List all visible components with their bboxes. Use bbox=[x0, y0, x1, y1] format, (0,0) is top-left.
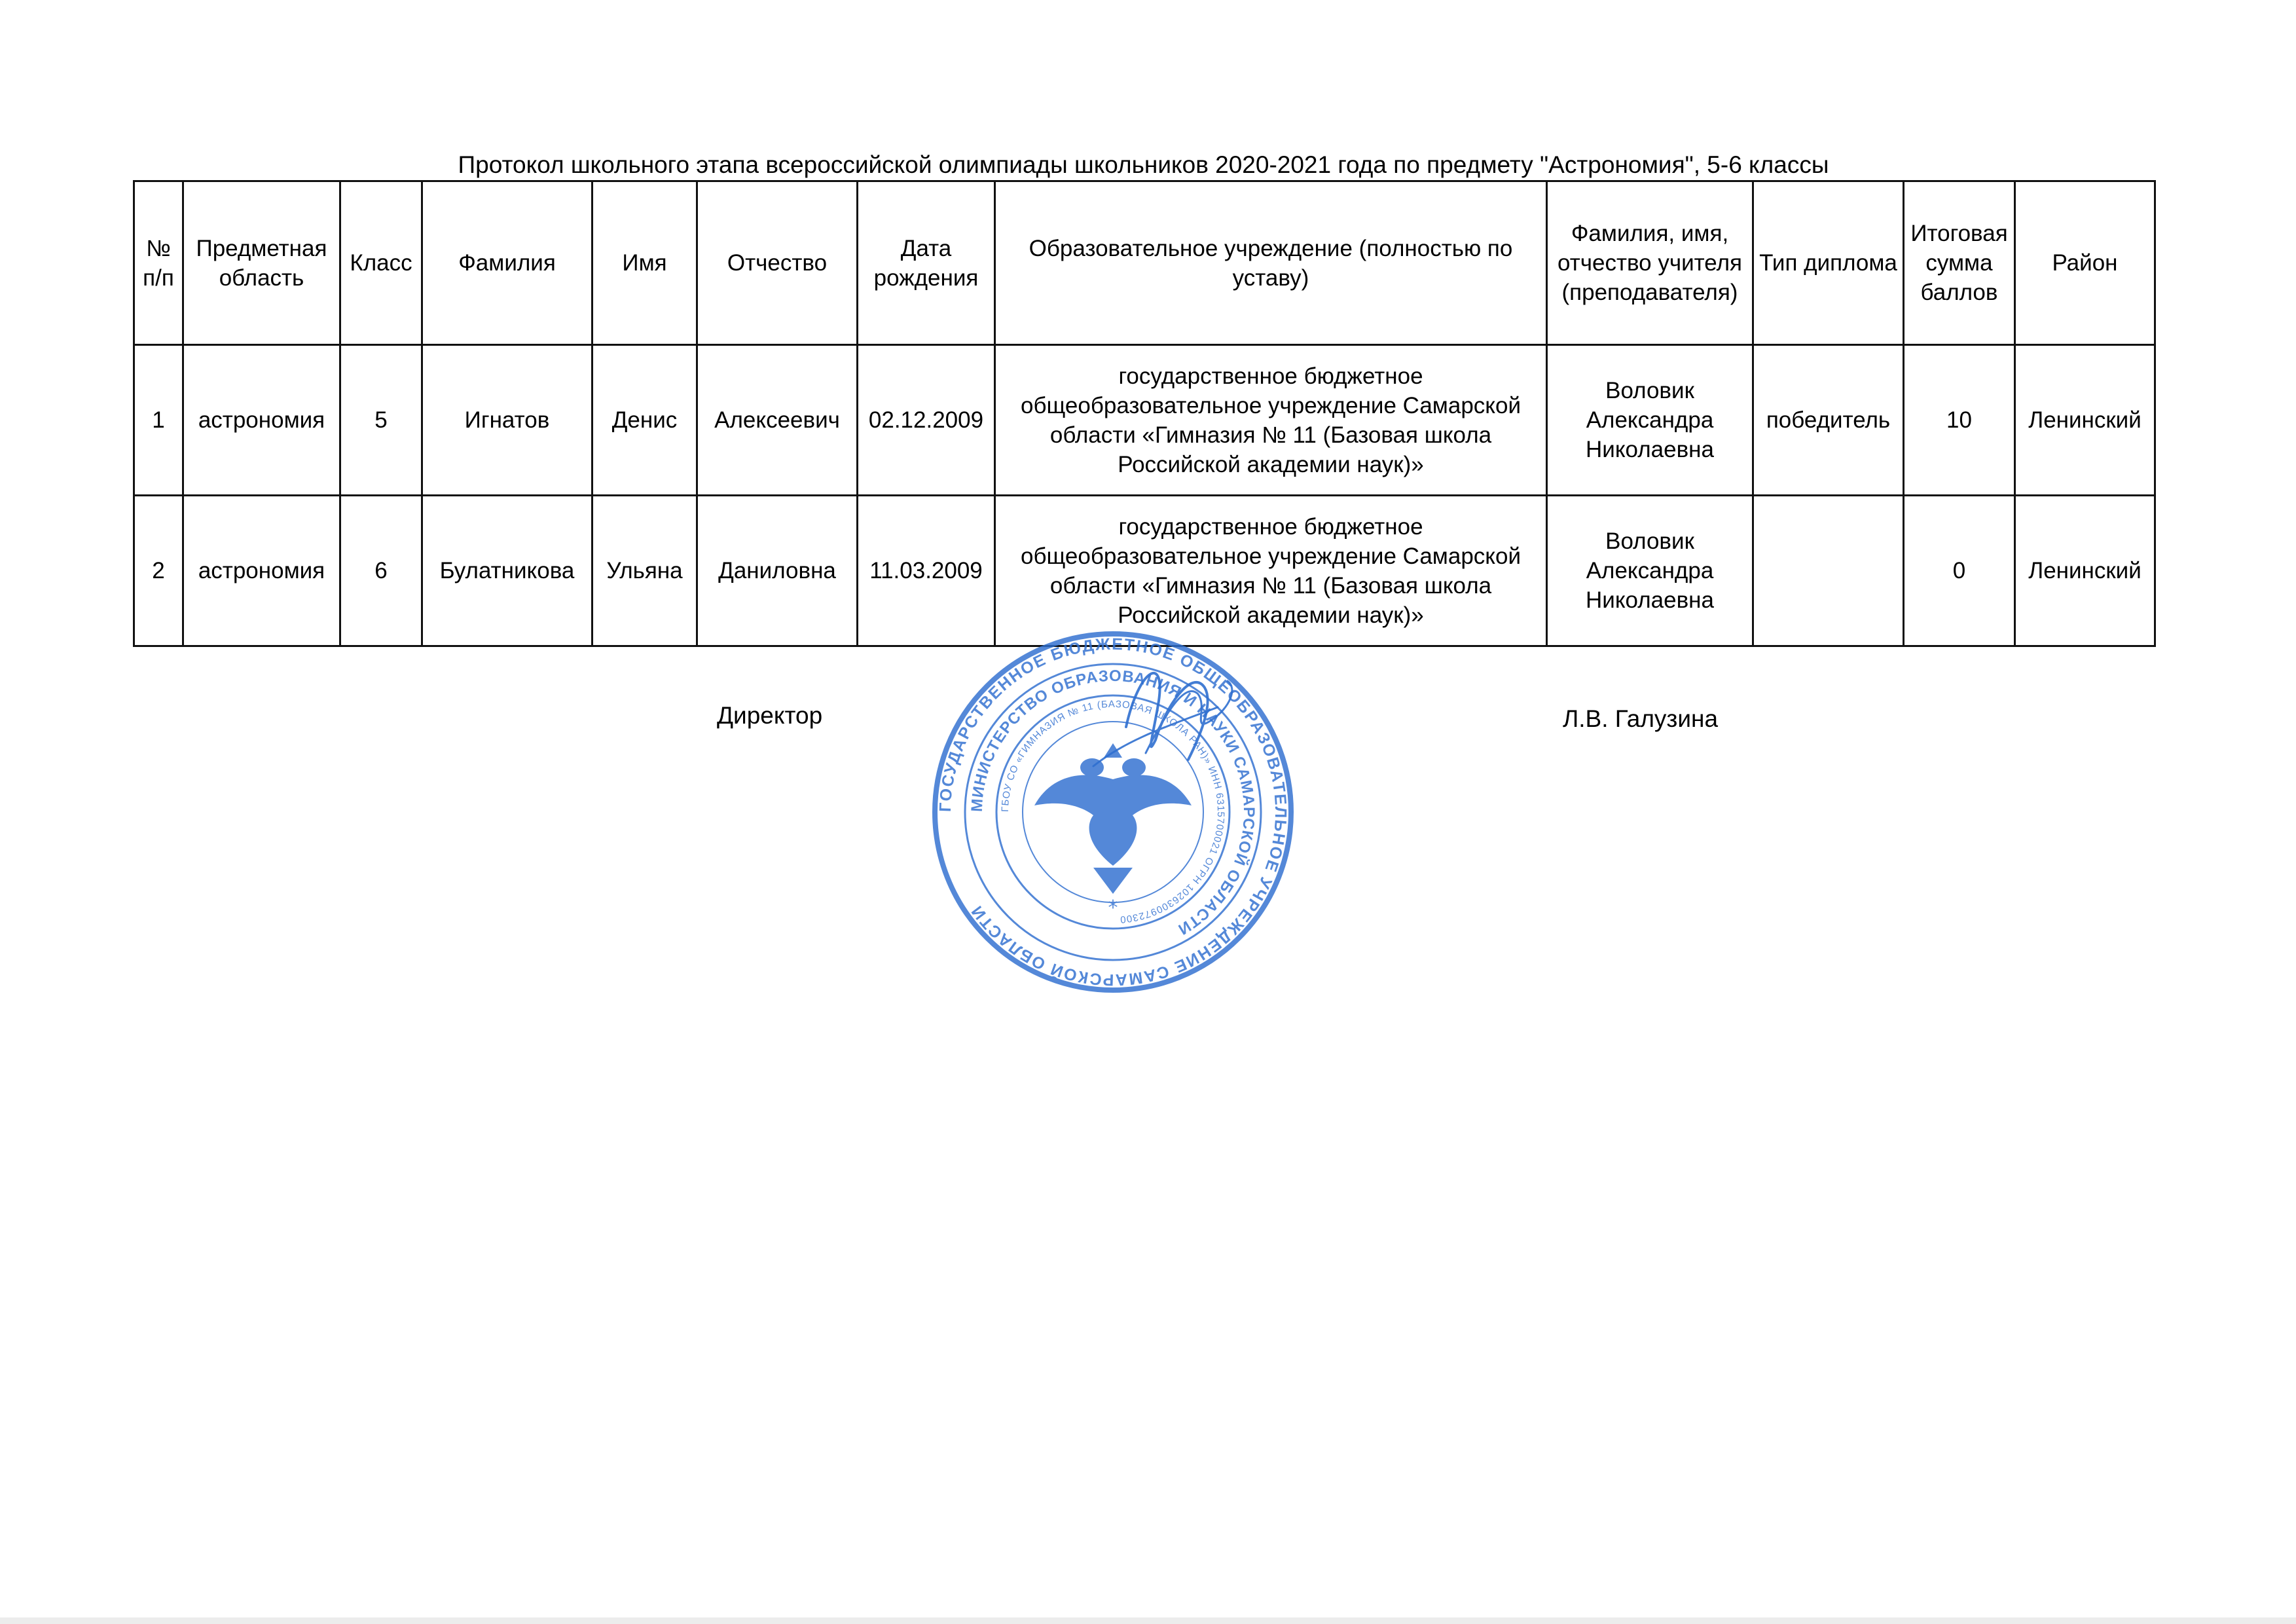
cell-num: 1 bbox=[134, 345, 183, 496]
table-header-row bbox=[134, 181, 2155, 345]
cell-score: 10 bbox=[1904, 345, 2015, 496]
results-table bbox=[133, 180, 2156, 647]
col-header-subject: Предметная область bbox=[183, 181, 340, 345]
seal-outer-text: ГОСУДАРСТВЕННОЕ БЮДЖЕТНОЕ ОБЩЕОБРАЗОВАТЕЛЬНОЕ УЧРЕЖДЕНИЕ САМАРСКОЙ ОБЛАСТИ bbox=[936, 635, 1290, 989]
cell-subject: астрономия bbox=[183, 496, 340, 646]
cell-surname: Булатникова bbox=[422, 496, 592, 646]
seal-ring-text: ГБОУ СО «ГИМНАЗИЯ № 11 (БАЗОВАЯ ШКОЛА РАН)» ИНН 6315700021 ОГРН 1026300972300 bbox=[999, 698, 1227, 925]
table-row bbox=[134, 345, 2155, 496]
cell-num: 2 bbox=[134, 496, 183, 646]
cell-grade: 5 bbox=[340, 345, 422, 496]
cell-district: Ленинский bbox=[2015, 496, 2155, 646]
cell-grade: 6 bbox=[340, 496, 422, 646]
col-header-patronymic: Отчество bbox=[697, 181, 858, 345]
cell-school: государственное бюджетное общеобразовательное учреждение Самарской области «Гимназия № 11 (Базовая школа Российской академии наук)» bbox=[995, 496, 1547, 646]
cell-subject: астрономия bbox=[183, 345, 340, 496]
eagle-emblem-icon bbox=[1034, 743, 1192, 894]
cell-name: Ульяна bbox=[592, 496, 697, 646]
cell-school: государственное бюджетное общеобразовательное учреждение Самарской области «Гимназия № 11 (Базовая школа Российской академии наук)» bbox=[995, 345, 1547, 496]
cell-score: 0 bbox=[1904, 496, 2015, 646]
cell-diploma bbox=[1753, 496, 1904, 646]
col-header-num: № п/п bbox=[134, 181, 183, 345]
seal-inner-text: МИНИСТЕРСТВО ОБРАЗОВАНИЯ И НАУКИ САМАРСКОЙ ОБЛАСТИ bbox=[968, 667, 1258, 938]
col-header-teacher: Фамилия, имя, отчество учителя (преподавателя) bbox=[1547, 181, 1753, 345]
document-title: Протокол школьного этапа всероссийской олимпиады школьников 2020-2021 года по предмету "Астрономия", 5-6 классы bbox=[458, 151, 1829, 178]
seal-star-icon: * bbox=[1108, 896, 1118, 919]
cell-district: Ленинский bbox=[2015, 345, 2155, 496]
cell-patronymic: Даниловна bbox=[697, 496, 858, 646]
cell-teacher: Воловик Александра Николаевна bbox=[1547, 345, 1753, 496]
col-header-district: Район bbox=[2015, 181, 2155, 345]
cell-birthdate: 11.03.2009 bbox=[858, 496, 995, 646]
cell-patronymic: Алексеевич bbox=[697, 345, 858, 496]
cell-name: Денис bbox=[592, 345, 697, 496]
seal-stamp-icon bbox=[930, 629, 1296, 995]
col-header-school: Образовательное учреждение (полностью по уставу) bbox=[995, 181, 1547, 345]
table-row bbox=[134, 496, 2155, 646]
col-header-birthdate: Дата рождения bbox=[858, 181, 995, 345]
col-header-name: Имя bbox=[592, 181, 697, 345]
col-header-grade: Класс bbox=[340, 181, 422, 345]
cell-teacher: Воловик Александра Николаевна bbox=[1547, 496, 1753, 646]
cell-birthdate: 02.12.2009 bbox=[858, 345, 995, 496]
col-header-score: Итоговая сумма баллов bbox=[1904, 181, 2015, 345]
official-seal bbox=[930, 629, 1296, 995]
director-label: Директор bbox=[717, 702, 823, 729]
col-header-diploma: Тип диплома bbox=[1753, 181, 1904, 345]
scan-edge bbox=[0, 1617, 2296, 1624]
col-header-surname: Фамилия bbox=[422, 181, 592, 345]
director-name: Л.В. Галузина bbox=[1563, 705, 1719, 732]
cell-diploma: победитель bbox=[1753, 345, 1904, 496]
cell-surname: Игнатов bbox=[422, 345, 592, 496]
